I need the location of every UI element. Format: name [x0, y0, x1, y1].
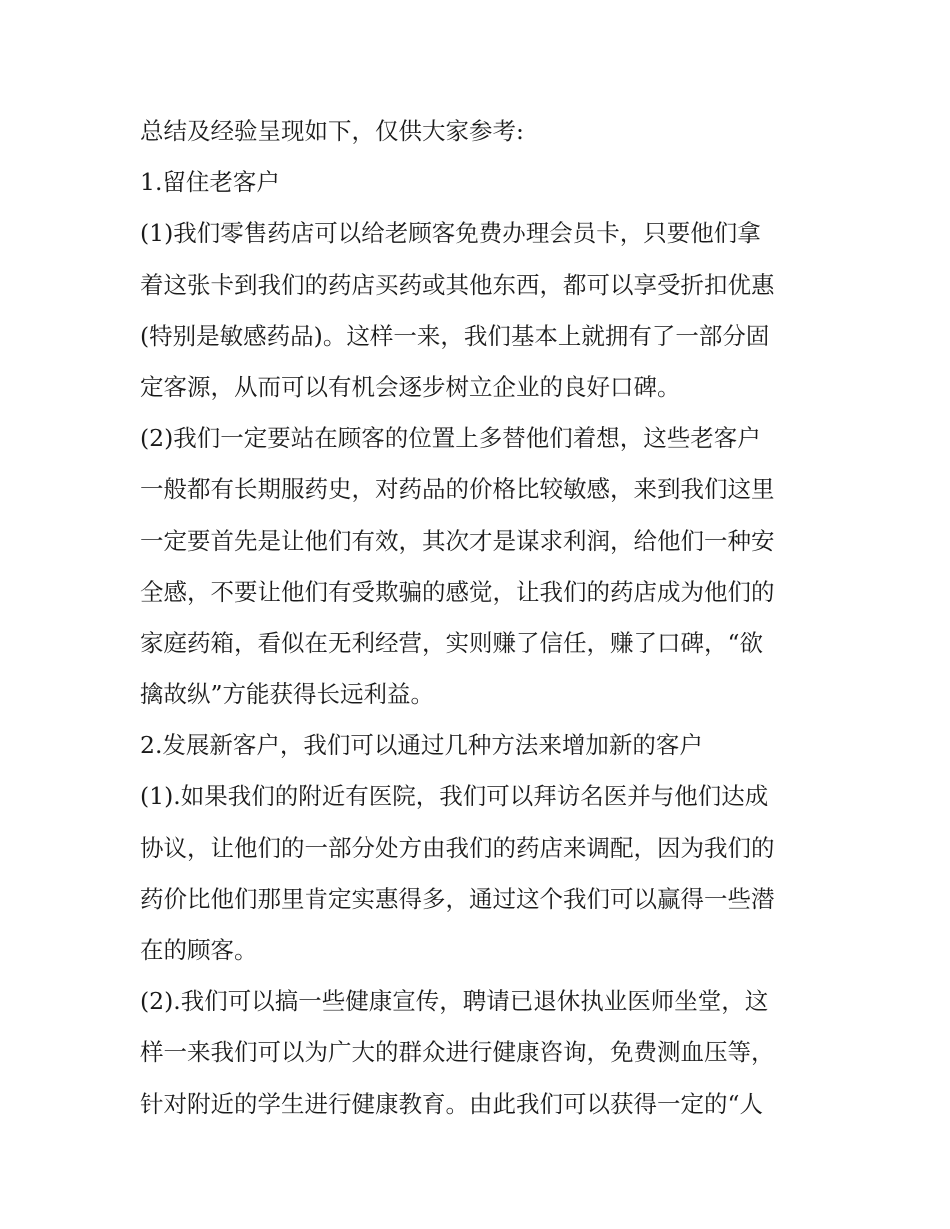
text-line: (2).我们可以搞一些健康宣传，聘请已退休执业医师坐堂，这: [140, 987, 769, 1016]
text-line: 着这张卡到我们的药店买药或其他东西，都可以享受折扣优惠: [140, 270, 775, 299]
text-line: 一般都有长期服药史，对药品的价格比较敏感，来到我们这里: [140, 475, 775, 504]
text-line: (2)我们一定要站在顾客的位置上多替他们着想，这些老客户: [140, 424, 761, 453]
text-line: 协议，让他们的一部分处方由我们的药店来调配，因为我们的: [140, 833, 775, 862]
section-heading: 2.发展新客户，我们可以通过几种方法来增加新的客户: [140, 731, 703, 760]
text-line: (1)我们零售药店可以给老顾客免费办理会员卡，只要他们拿: [140, 219, 761, 248]
text-line: 样一来我们可以为广大的群众进行健康咨询，免费测血压等，: [140, 1038, 775, 1067]
text-line: 药价比他们那里肯定实惠得多，通过这个我们可以赢得一些潜: [140, 884, 775, 913]
text-line: (特别是敏感药品)。这样一来，我们基本上就拥有了一部分固: [140, 321, 770, 350]
text-line: 一定要首先是让他们有效，其次才是谋求利润，给他们一种安: [140, 526, 775, 555]
text-line: 在的顾客。: [140, 936, 258, 964]
document-body: [140, 106, 820, 1130]
text-line: 针对附近的学生进行健康教育。由此我们可以获得一定的“人: [140, 1089, 764, 1118]
text-line: 总结及经验呈现如下，仅供大家参考:: [140, 117, 524, 145]
text-line: (1).如果我们的附近有医院，我们可以拜访名医并与他们达成: [140, 782, 769, 811]
text-line: 定客源，从而可以有机会逐步树立企业的良好口碑。: [140, 372, 681, 401]
text-line: 全感，不要让他们有受欺骗的感觉，让我们的药店成为他们的: [140, 577, 775, 606]
text-line: 家庭药箱，看似在无利经营，实则赚了信任，赚了口碑，“欲: [140, 628, 764, 657]
section-heading: 1.留住老客户: [140, 168, 280, 197]
text-line: 擒故纵”方能获得长远利益。: [140, 680, 435, 709]
